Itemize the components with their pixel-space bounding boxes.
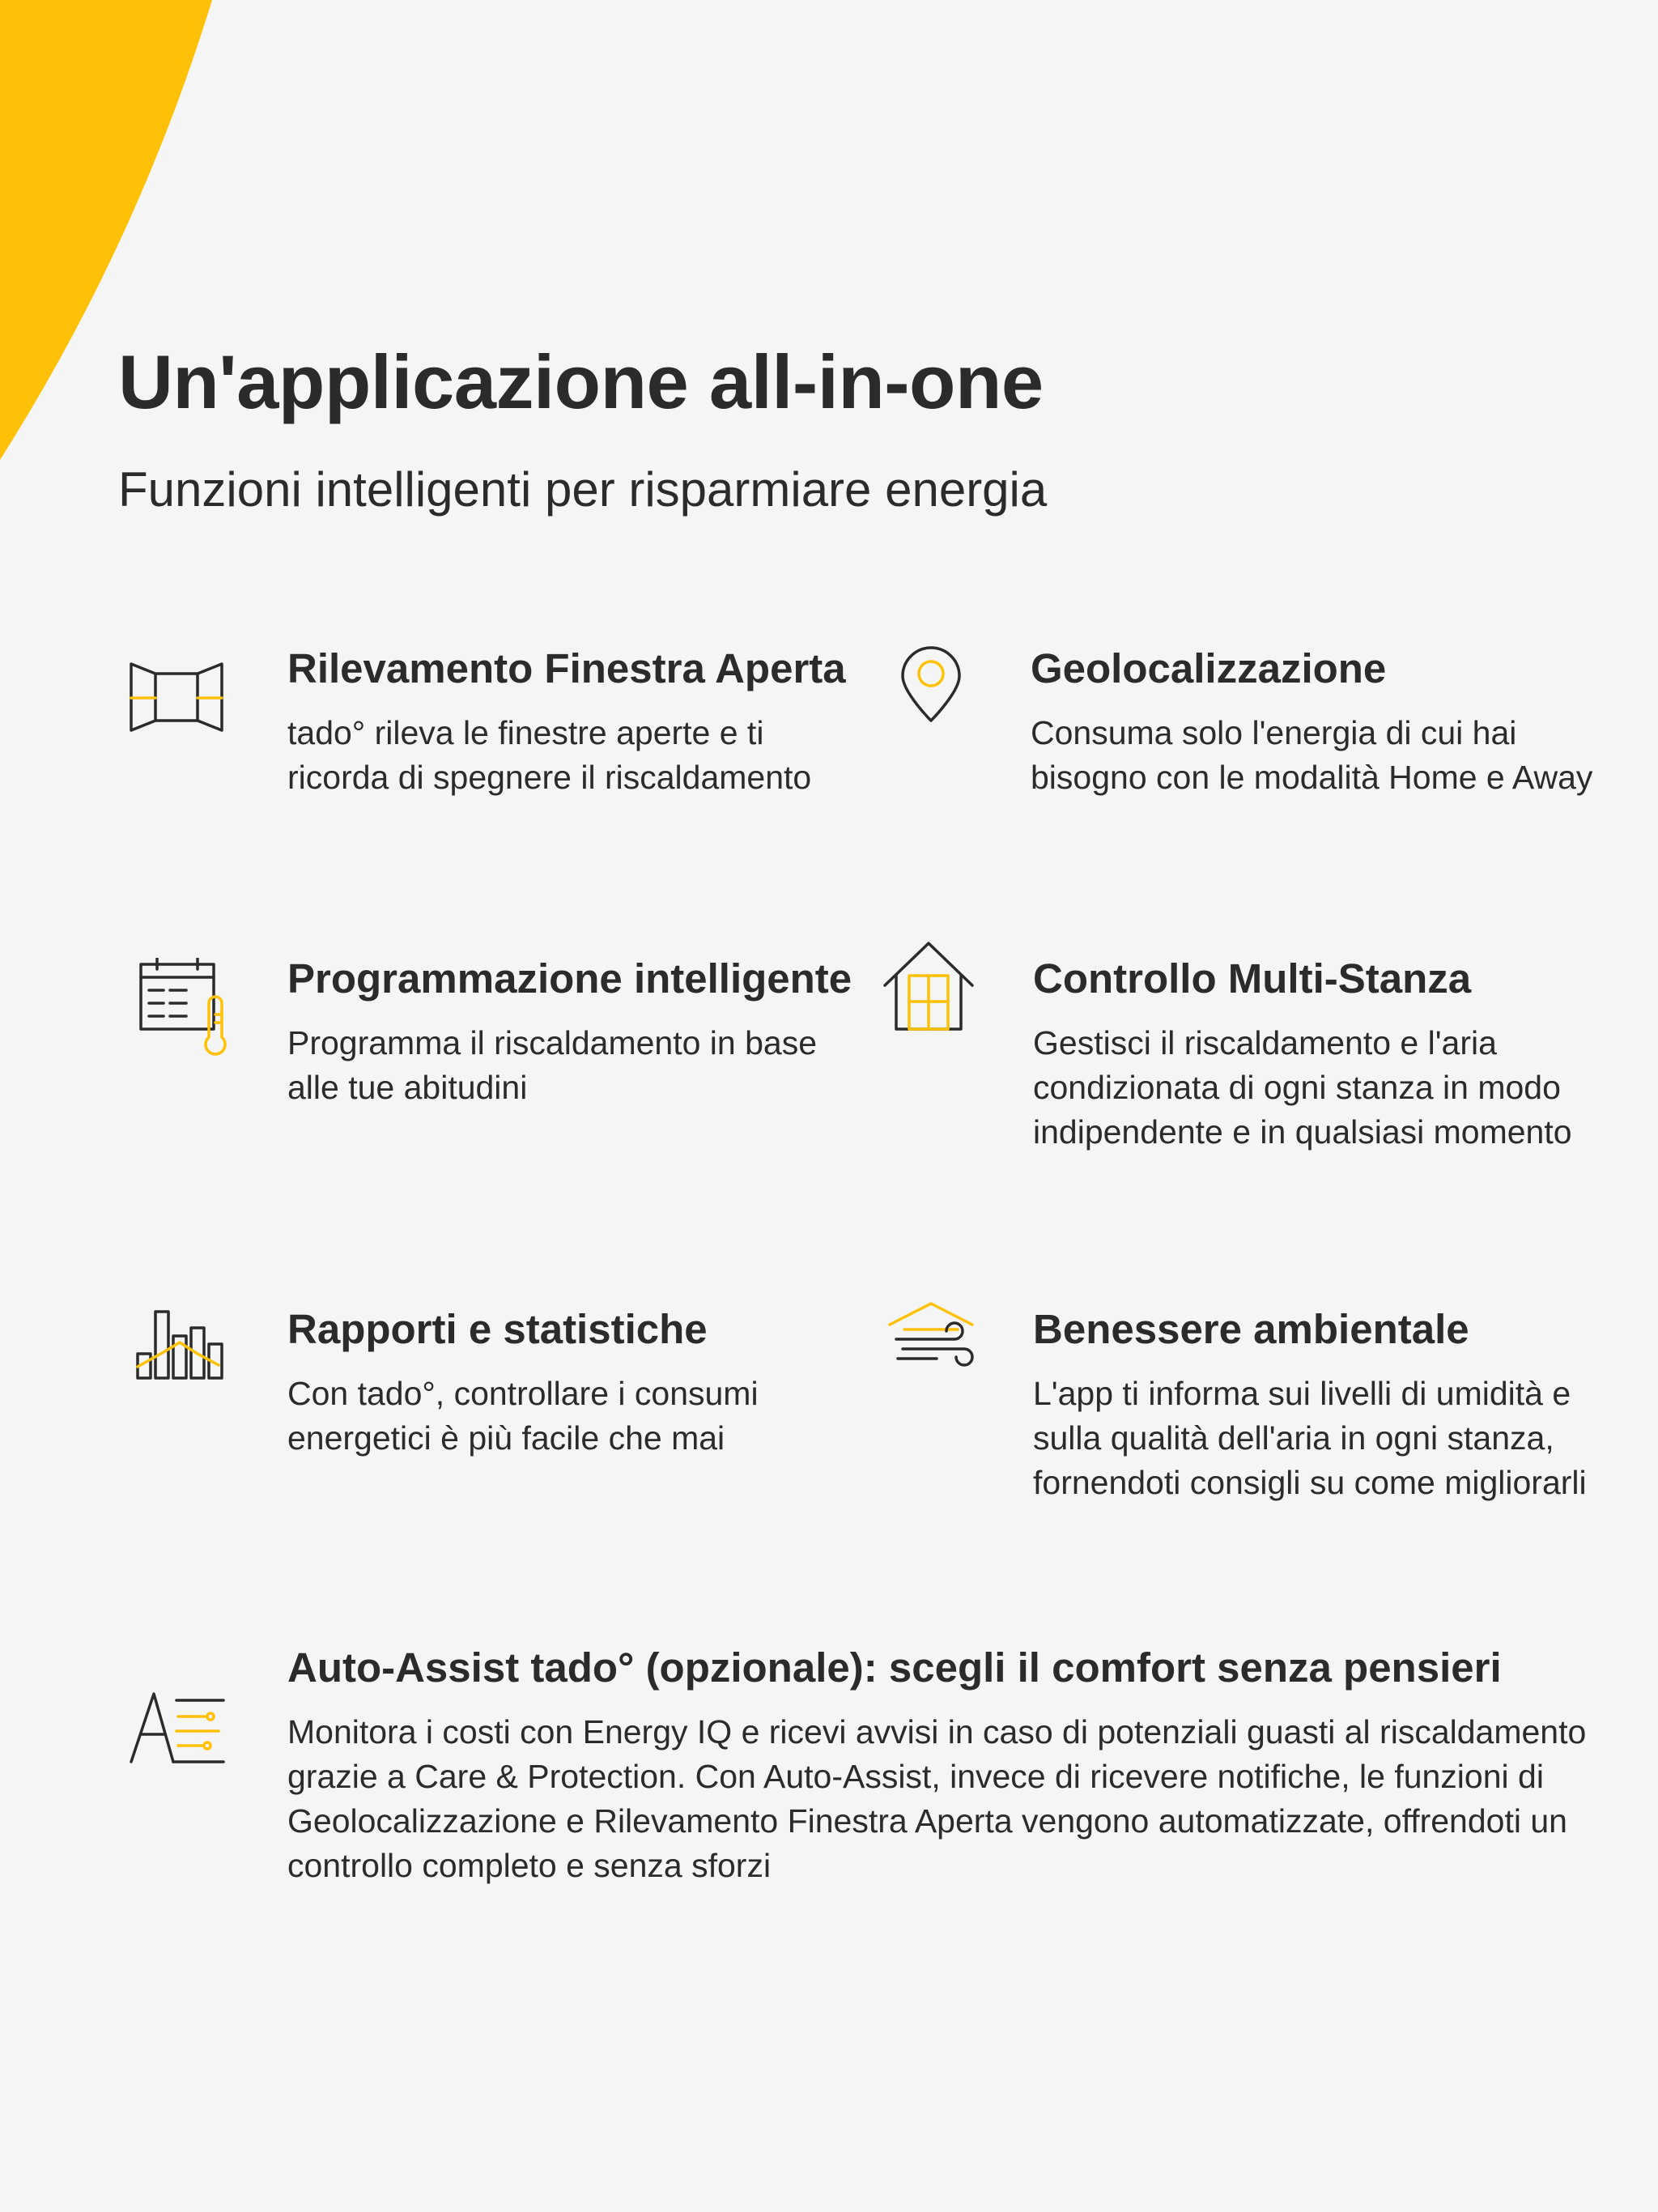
house-window-icon	[882, 938, 987, 1044]
calendar-thermometer-icon	[139, 958, 244, 1063]
feature-description: Programma il riscaldamento in base alle tue abitudini	[287, 1024, 817, 1106]
bar-chart-icon	[128, 1300, 233, 1406]
page-subtitle: Funzioni intelligenti per risparmiare energia	[118, 462, 1048, 517]
auto-assist-icon	[128, 1682, 233, 1788]
feature-title: Programmazione intelligente	[287, 955, 852, 1002]
feature-title: Rapporti e statistiche	[287, 1306, 708, 1352]
page-title: Un'applicazione all-in-one	[118, 339, 1044, 424]
open-window-icon	[123, 657, 228, 763]
feature-description: Monitora i costi con Energy IQ e ricevi avvisi in caso di potenziali guasti al riscaldamento grazie a Care & Protection. Con Auto-Assist, invece di ricevere notifiche, le funzioni di Geolocalizzazione e Rilevamento Finestra Aperta vengono automatizzate, offrendoti un controllo completo e senza sforzi	[287, 1713, 1587, 1884]
feature-description: Gestisci il riscaldamento e l'aria condizionata di ogni stanza in modo indipendente e in qualsiasi momento	[1033, 1024, 1572, 1151]
feature-description: Consuma solo l'energia di cui hai bisogno con le modalità Home e Away	[1031, 714, 1593, 796]
feature-description: Con tado°, controllare i consumi energetici è più facile che mai	[287, 1375, 759, 1457]
location-pin-icon	[886, 640, 992, 745]
feature-description: tado° rileva le finestre aperte e ti ricorda di spegnere il riscaldamento	[287, 714, 812, 796]
feature-title: Controllo Multi-Stanza	[1033, 955, 1472, 1002]
air-wind-icon	[886, 1295, 992, 1401]
feature-title: Geolocalizzazione	[1031, 645, 1387, 691]
feature-title: Benessere ambientale	[1033, 1306, 1469, 1352]
feature-description: L'app ti informa sui livelli di umidità e sulla qualità dell'aria in ogni stanza, fornendoti consigli su come migliorarli	[1033, 1375, 1587, 1501]
feature-title: Auto-Assist tado° (opzionale): scegli il comfort senza pensieri	[287, 1644, 1502, 1691]
feature-title: Rilevamento Finestra Aperta	[287, 645, 846, 691]
